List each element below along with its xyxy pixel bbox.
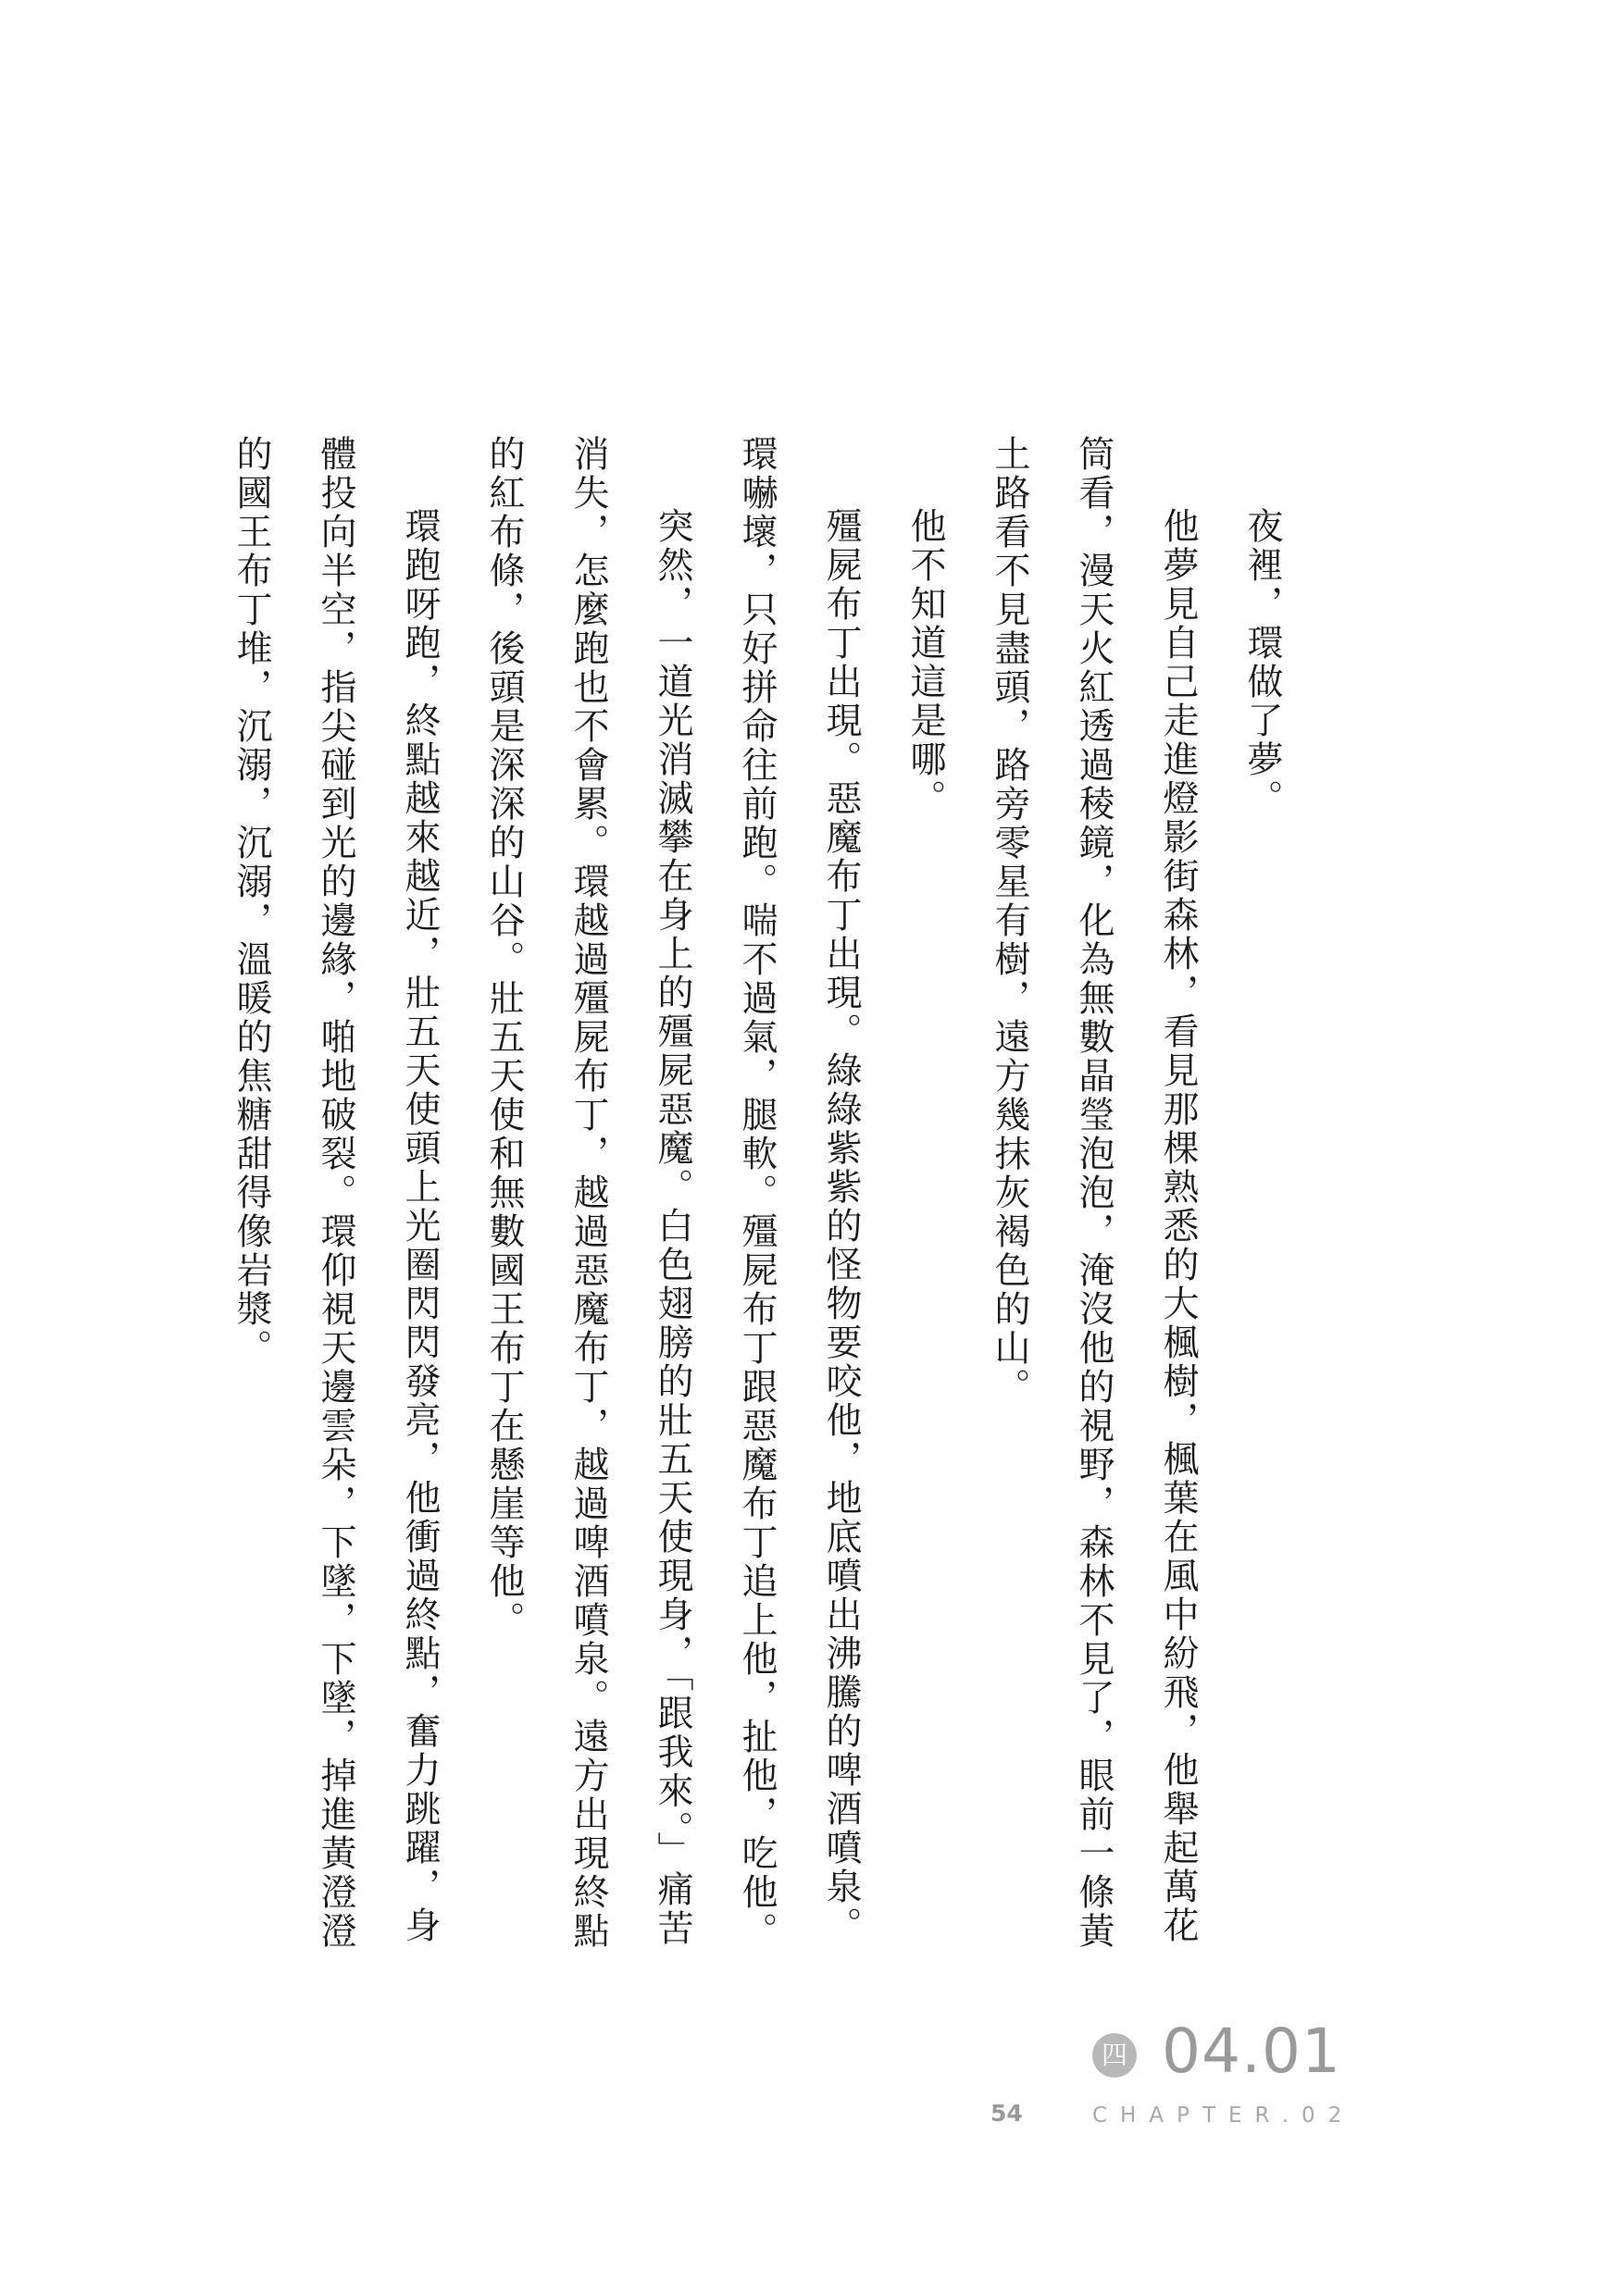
- chapter-glyph-badge: 四: [1092, 2033, 1137, 2078]
- paragraph: 殭屍布丁出現。惡魔布丁出現。綠綠紫紫的怪物要咬他，地底噴出沸騰的啤酒噴泉。環嚇壞，只好拼命往前跑。喘不過氣，腿軟。殭屍布丁跟惡魔布丁追上他，扯他，吃他。: [736, 435, 862, 1951]
- paragraph: 夜裡，環做了夢。: [1241, 507, 1283, 818]
- chapter-label: CHAPTER.02: [1092, 2104, 1355, 2128]
- paragraph: 他夢見自己走進燈影街森林，看見那棵熟悉的大楓樹，楓葉在風中紛飛，他舉起萬花筒看，漫天火紅透過稜鏡，化為無數晶瑩泡泡，淹沒他的視野，森林不見了，眼前一條黃土路看不見盡頭，路旁零星有樹，遠方幾抹灰褐色的山。: [989, 435, 1199, 1951]
- paragraph: 他不知道這是哪。: [904, 507, 946, 818]
- chapter-marker: [1074, 2013, 1370, 2128]
- paragraph: 環跑呀跑，終點越來越近，壯五天使頭上光圈閃閃發亮，他衝過終點，奮力跳躍，身體投向半空，指尖碰到光的邊緣，啪地破裂。環仰視天邊雲朵，下墜，下墜，掉進黃澄澄的國王布丁堆，沉溺，沉溺，溫暖的焦糖甜得像岩漿。: [230, 435, 441, 1951]
- vertical-text-body: [209, 435, 1304, 1962]
- chapter-number: 04.01: [1162, 2016, 1341, 2087]
- page-number: 54: [990, 2100, 1023, 2127]
- paragraph: 突然，一道光消滅攀在身上的殭屍惡魔。白色翅膀的壯五天使現身，「跟我來。」痛苦消失，怎麼跑也不會累。環越過殭屍布丁，越過惡魔布丁，越過啤酒噴泉。遠方出現終點的紅布條，後頭是深深的山谷。壯五天使和無數國王布丁在懸崖等他。: [483, 435, 693, 1951]
